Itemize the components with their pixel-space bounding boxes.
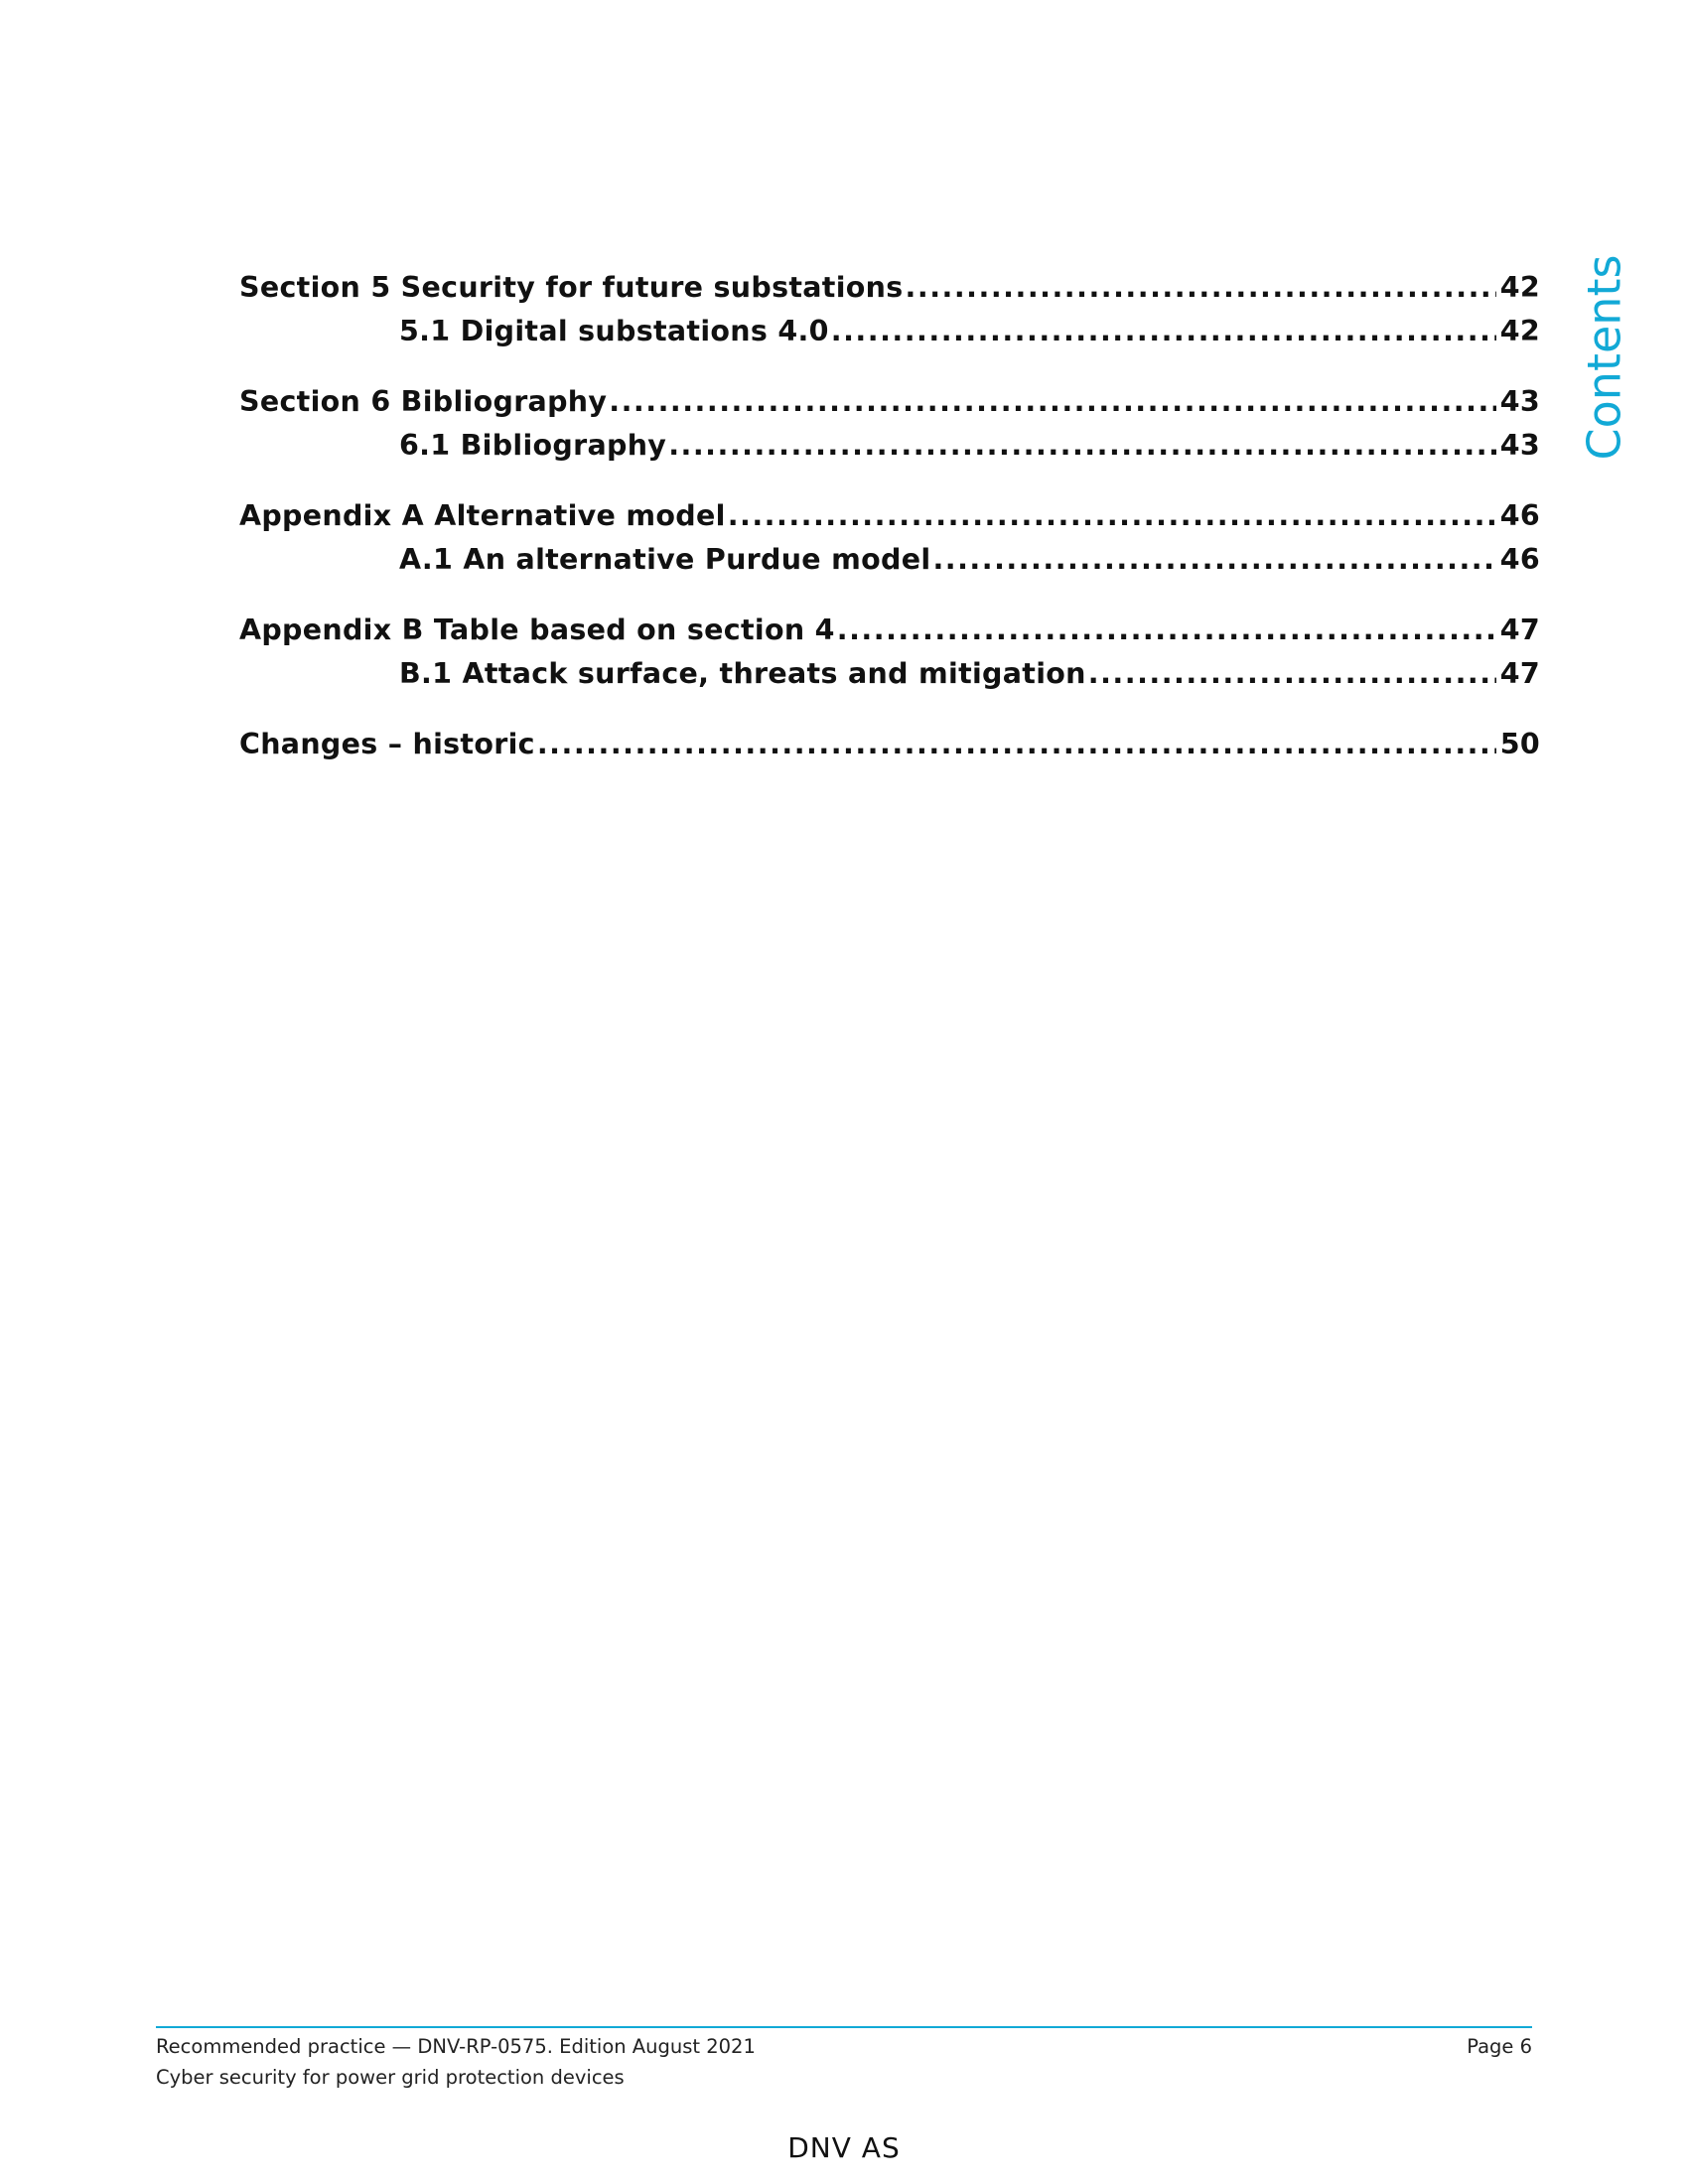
toc-leader-dots xyxy=(537,723,1496,766)
toc-leader-dots xyxy=(1088,652,1496,696)
toc-leader-dots xyxy=(906,266,1496,310)
toc-entry-page: 46 xyxy=(1499,543,1540,576)
footer-doc-subtitle: Cyber security for power grid protection devices xyxy=(156,2066,625,2089)
toc-entry-label: Appendix B Table based on section 4 xyxy=(239,614,835,646)
toc-entry-label: Changes – historic xyxy=(239,728,535,760)
toc-entry-label: A.1 An alternative Purdue model xyxy=(399,543,931,576)
toc-entry-page: 43 xyxy=(1499,429,1540,462)
table-of-contents xyxy=(239,266,1540,793)
footer-company-name: DNV AS xyxy=(787,2131,901,2164)
toc-group-section-6 xyxy=(239,380,1540,468)
toc-leader-dots xyxy=(728,494,1496,538)
footer-doc-line xyxy=(156,2035,1532,2058)
toc-entry-appendix-a[interactable] xyxy=(239,494,1540,538)
toc-entry-changes-historic[interactable] xyxy=(239,723,1540,766)
footer-rule xyxy=(156,2026,1532,2028)
footer-doc-title: Recommended practice — DNV-RP-0575. Edition August 2021 xyxy=(156,2035,756,2058)
toc-entry-label: 5.1 Digital substations 4.0 xyxy=(399,315,829,347)
toc-entry-label: 6.1 Bibliography xyxy=(399,429,667,462)
toc-entry-page: 46 xyxy=(1499,499,1540,532)
toc-entry-label: Appendix A Alternative model xyxy=(239,499,726,532)
toc-leader-dots xyxy=(831,310,1496,353)
toc-leader-dots xyxy=(932,538,1495,582)
toc-group-appendix-b xyxy=(239,609,1540,696)
toc-leader-dots xyxy=(609,380,1495,424)
toc-entry-page: 50 xyxy=(1499,728,1540,760)
toc-entry-page: 47 xyxy=(1499,614,1540,646)
contents-side-tab xyxy=(1559,253,1648,462)
toc-entry-label: Section 5 Security for future substations xyxy=(239,271,904,304)
toc-entry-a-1[interactable] xyxy=(239,538,1540,582)
toc-leader-dots xyxy=(837,609,1496,652)
toc-entry-5-1[interactable] xyxy=(239,310,1540,353)
toc-entry-page: 43 xyxy=(1499,385,1540,418)
contents-side-tab-label: Contents xyxy=(1577,254,1631,461)
toc-group-appendix-a xyxy=(239,494,1540,582)
toc-entry-label: Section 6 Bibliography xyxy=(239,385,608,418)
footer-page-number: Page 6 xyxy=(1467,2035,1532,2058)
toc-entry-page: 42 xyxy=(1499,271,1540,304)
toc-leader-dots xyxy=(668,424,1496,468)
toc-group-section-5 xyxy=(239,266,1540,353)
toc-entry-appendix-b[interactable] xyxy=(239,609,1540,652)
toc-entry-section-5[interactable] xyxy=(239,266,1540,310)
toc-entry-b-1[interactable] xyxy=(239,652,1540,696)
toc-group-changes xyxy=(239,723,1540,766)
toc-entry-6-1[interactable] xyxy=(239,424,1540,468)
toc-entry-page: 42 xyxy=(1499,315,1540,347)
toc-entry-page: 47 xyxy=(1499,657,1540,690)
toc-entry-label: B.1 Attack surface, threats and mitigation xyxy=(399,657,1086,690)
toc-entry-section-6[interactable] xyxy=(239,380,1540,424)
